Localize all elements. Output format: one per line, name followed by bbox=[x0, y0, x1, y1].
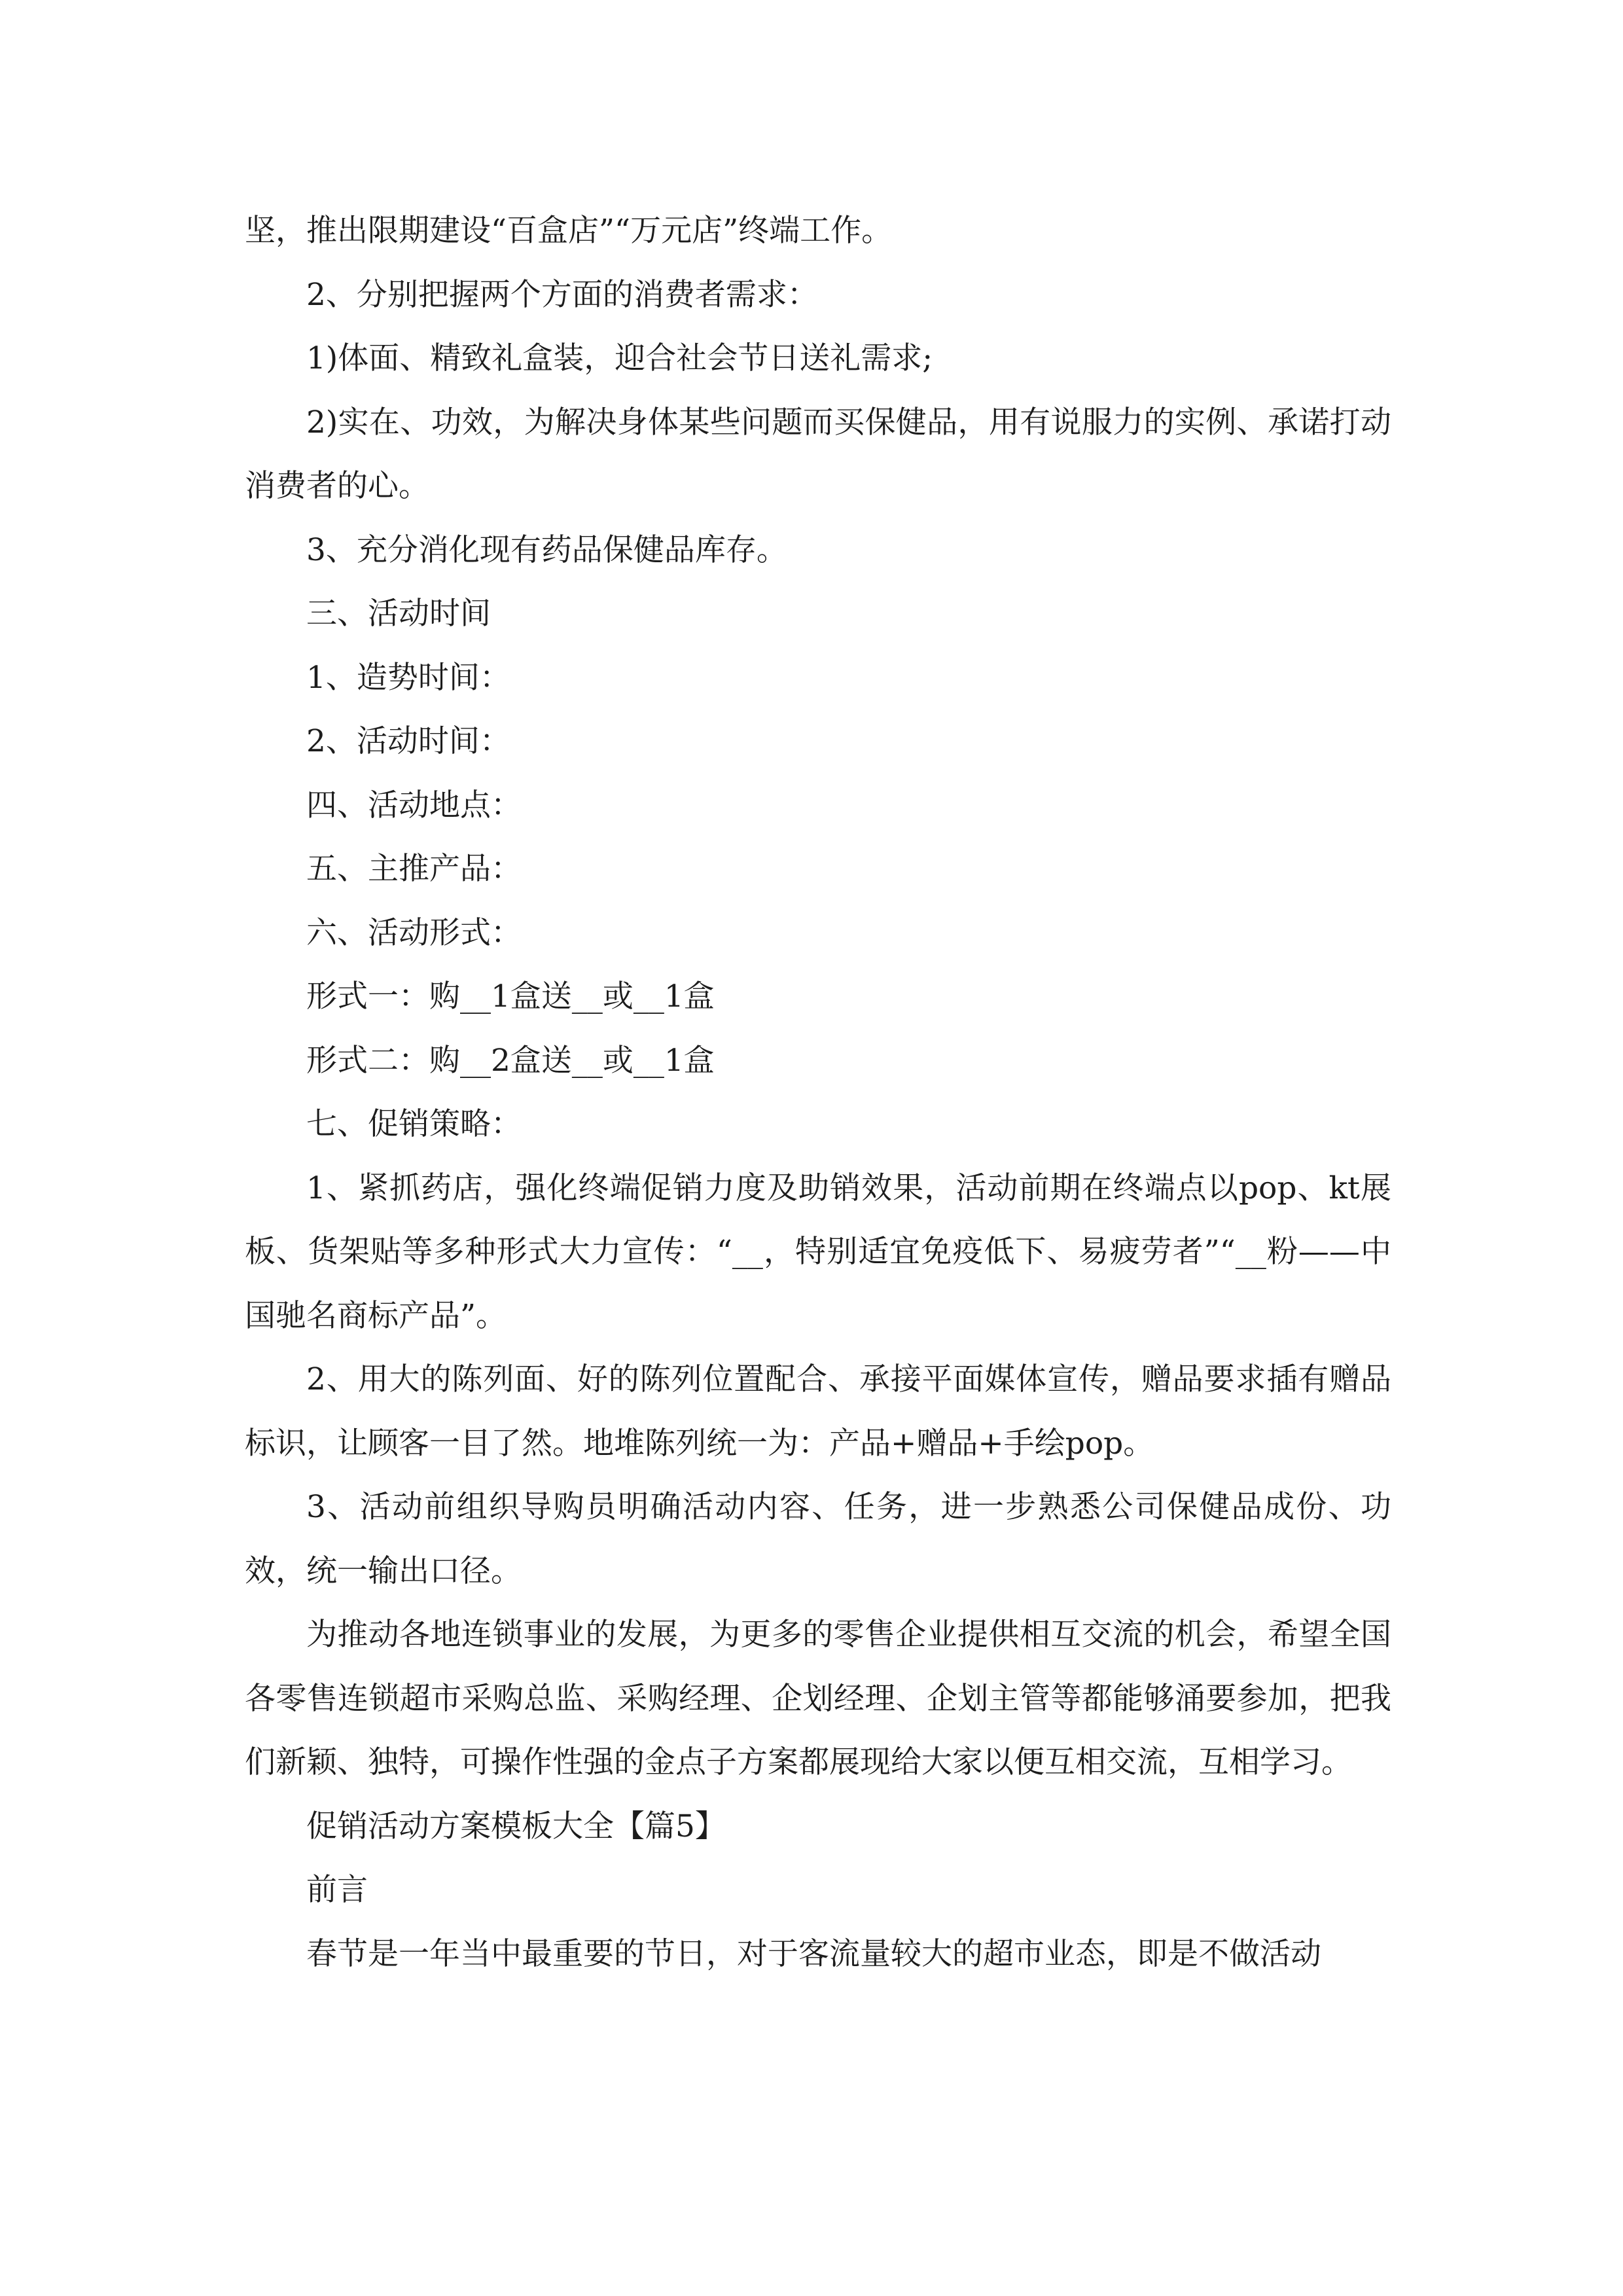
paragraph: 春节是一年当中最重要的节日，对于客流量较大的超市业态，即是不做活动 bbox=[306, 1935, 1321, 1972]
document-body bbox=[245, 199, 1391, 1986]
article-title: 促销活动方案模板大全【篇5】 bbox=[306, 1808, 726, 1844]
paragraph: 1、紧抓药店，强化终端促销力度及助销效果，活动前期在终端点以pop、kt展板、货架贴等多种形式大力宣传：“__，特别适宜免疫低下、易疲劳者”“__粉——中国驰名商标产品”。 bbox=[245, 1170, 1391, 1334]
paragraph: 为推动各地连锁事业的发展，为更多的零售企业提供相互交流的机会，希望全国各零售连锁超市采购总监、采购经理、企划经理、企划主管等都能够涌要参加，把我们新颖、独特，可操作性强的金点子方案都展现给大家以便互相交流，互相学习。 bbox=[245, 1617, 1391, 1780]
paragraph: 2)实在、功效，为解决身体某些问题而买保健品，用有说服力的实例、承诺打动消费者的心。 bbox=[245, 404, 1391, 504]
paragraph: 3、活动前组织导购员明确活动内容、任务，进一步熟悉公司保健品成份、功效，统一输出口径。 bbox=[245, 1489, 1391, 1589]
paragraph: 2、用大的陈列面、好的陈列位置配合、承接平面媒体宣传，赠品要求插有赠品标识，让顾客一目了然。地堆陈列统一为：产品+赠品+手绘pop。 bbox=[245, 1361, 1391, 1462]
paragraph: 坚，推出限期建设“百盒店”“万元店”终端工作。 bbox=[245, 213, 893, 249]
section-heading: 四、活动地点： bbox=[306, 787, 522, 823]
paragraph: 形式二：购__2盒送__或__1盒 bbox=[306, 1042, 715, 1079]
section-heading: 六、活动形式： bbox=[306, 914, 522, 951]
paragraph: 形式一：购__1盒送__或__1盒 bbox=[306, 978, 715, 1014]
paragraph: 2、活动时间： bbox=[306, 723, 510, 759]
paragraph: 1)体面、精致礼盒装，迎合社会节日送礼需求; bbox=[306, 340, 933, 376]
section-heading: 五、主推产品： bbox=[306, 851, 522, 887]
section-heading: 七、促销策略： bbox=[306, 1106, 522, 1142]
paragraph: 1、造势时间： bbox=[306, 659, 510, 696]
section-heading: 前言 bbox=[306, 1872, 368, 1908]
section-heading: 三、活动时间 bbox=[306, 596, 491, 632]
paragraph: 2、分别把握两个方面的消费者需求： bbox=[306, 276, 818, 313]
paragraph: 3、充分消化现有药品保健品库存。 bbox=[306, 531, 787, 568]
